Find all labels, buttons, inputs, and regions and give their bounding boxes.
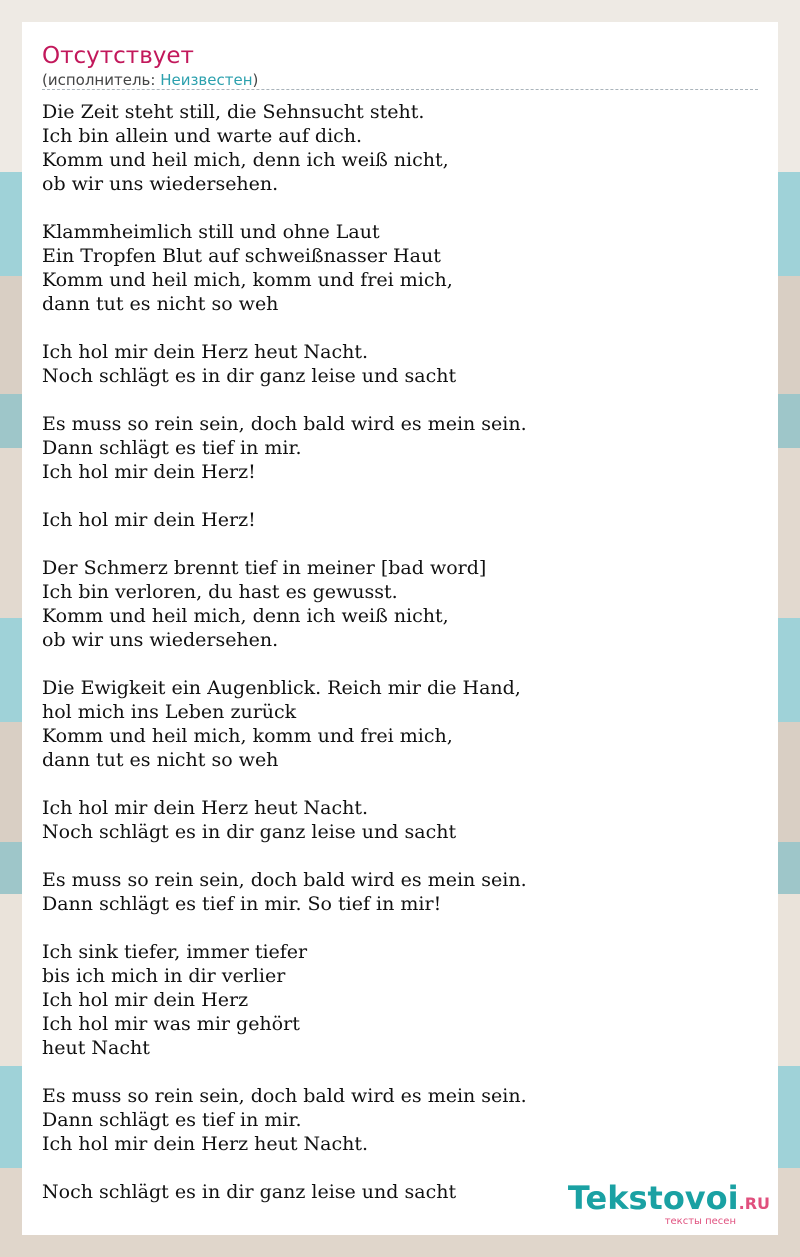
lyrics-blank-line xyxy=(42,388,527,412)
lyrics-line: Ich bin verloren, du hast es gewusst. xyxy=(42,581,398,603)
lyrics-line: Ich hol mir dein Herz! xyxy=(42,461,256,483)
lyrics-line: Ich hol mir dein Herz heut Nacht. xyxy=(42,1133,369,1155)
lyrics-text xyxy=(42,100,527,1204)
lyrics-blank-line xyxy=(42,532,527,556)
lyrics-line: Ich hol mir dein Herz xyxy=(42,989,249,1011)
lyrics-blank-line xyxy=(42,772,527,796)
lyrics-blank-line xyxy=(42,1156,527,1180)
lyrics-line: Ich hol mir dein Herz heut Nacht. xyxy=(42,797,369,819)
logo-name: Tekstovoi xyxy=(567,1179,739,1217)
artist-link[interactable]: Неизвестен xyxy=(160,71,253,89)
lyrics-line: Noch schlägt es in dir ganz leise und sacht xyxy=(42,821,457,843)
lyrics-line: Ein Tropfen Blut auf schweißnasser Haut xyxy=(42,245,441,267)
lyrics-line: Ich hol mir dein Herz heut Nacht. xyxy=(42,341,369,363)
artist-line xyxy=(42,70,258,90)
lyrics-line: heut Nacht xyxy=(42,1037,150,1059)
logo-tld: .RU xyxy=(738,1194,770,1213)
lyrics-line: Die Zeit steht still, die Sehnsucht steht. xyxy=(42,101,425,123)
lyrics-blank-line xyxy=(42,652,527,676)
lyrics-blank-line xyxy=(42,484,527,508)
lyrics-line: hol mich ins Leben zurück xyxy=(42,701,297,723)
logo-tagline: тексты песен xyxy=(664,1216,736,1227)
lyrics-blank-line xyxy=(42,316,527,340)
lyrics-blank-line xyxy=(42,196,527,220)
lyrics-line: Klammheimlich still und ohne Laut xyxy=(42,221,380,243)
lyrics-blank-line xyxy=(42,844,527,868)
lyrics-line: dann tut es nicht so weh xyxy=(42,749,279,771)
lyrics-line: Es muss so rein sein, doch bald wird es mein sein. xyxy=(42,413,527,435)
lyrics-line: Ich hol mir was mir gehört xyxy=(42,1013,300,1035)
artist-suffix: ) xyxy=(252,71,259,89)
lyrics-line: Komm und heil mich, denn ich weiß nicht, xyxy=(42,149,449,171)
lyrics-blank-line xyxy=(42,916,527,940)
lyrics-line: dann tut es nicht so weh xyxy=(42,293,279,315)
lyrics-line: Komm und heil mich, komm und frei mich, xyxy=(42,725,453,747)
lyrics-line: ob wir uns wiedersehen. xyxy=(42,173,279,195)
lyrics-line: Die Ewigkeit ein Augenblick. Reich mir die Hand, xyxy=(42,677,521,699)
lyrics-line: bis ich mich in dir verlier xyxy=(42,965,286,987)
lyrics-card xyxy=(22,22,778,1235)
lyrics-blank-line xyxy=(42,1060,527,1084)
lyrics-line: Dann schlägt es tief in mir. xyxy=(42,437,302,459)
song-title: Отсутствует xyxy=(42,43,194,69)
lyrics-line: Dann schlägt es tief in mir. xyxy=(42,1109,302,1131)
lyrics-line: Ich bin allein und warte auf dich. xyxy=(42,125,363,147)
lyrics-line: Dann schlägt es tief in mir. So tief in mir! xyxy=(42,893,442,915)
lyrics-line: Komm und heil mich, denn ich weiß nicht, xyxy=(42,605,449,627)
lyrics-line: Ich sink tiefer, immer tiefer xyxy=(42,941,308,963)
lyrics-line: Es muss so rein sein, doch bald wird es mein sein. xyxy=(42,1085,527,1107)
lyrics-line: Der Schmerz brennt tief in meiner [bad word] xyxy=(42,557,487,579)
artist-prefix: (исполнитель: xyxy=(42,71,161,89)
title-divider xyxy=(42,89,758,90)
lyrics-line: ob wir uns wiedersehen. xyxy=(42,629,279,651)
lyrics-line: Noch schlägt es in dir ganz leise und sacht xyxy=(42,365,457,387)
lyrics-line: Es muss so rein sein, doch bald wird es mein sein. xyxy=(42,869,527,891)
site-logo[interactable] xyxy=(568,1181,770,1227)
lyrics-line: Noch schlägt es in dir ganz leise und sacht xyxy=(42,1181,457,1203)
lyrics-line: Ich hol mir dein Herz! xyxy=(42,509,256,531)
lyrics-line: Komm und heil mich, komm und frei mich, xyxy=(42,269,453,291)
